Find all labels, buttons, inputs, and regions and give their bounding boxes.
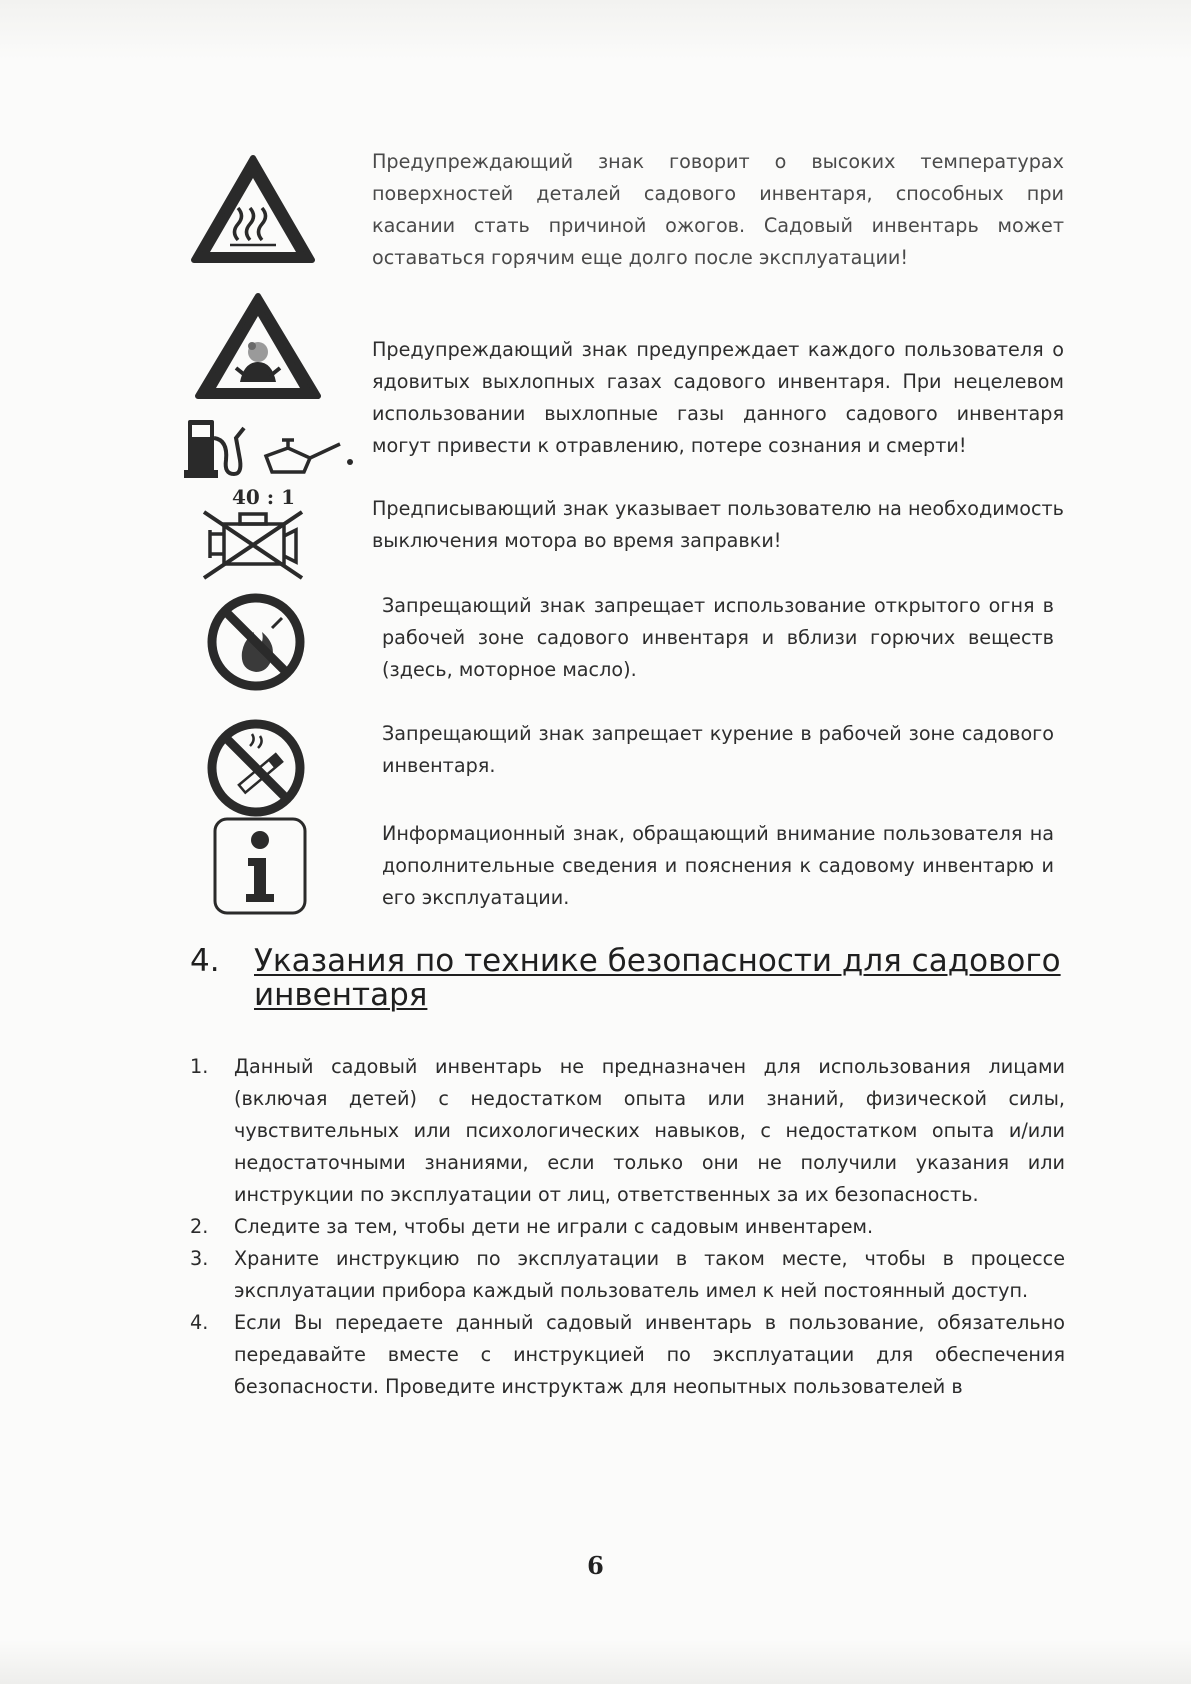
list-item — [190, 1307, 1065, 1403]
info-icon — [212, 816, 308, 916]
sign-description: Предупреждающий знак говорит о высоких температурах поверхностей деталей садового инвентаря, способных при касании стать причиной ожогов. Садовый инвентарь может оставаться горячим еще долго после эксплуатации! — [372, 150, 1064, 269]
list-item-number: 3. — [190, 1247, 209, 1270]
section-number: 4. — [190, 943, 220, 979]
hot-surface-warning-icon — [188, 152, 318, 268]
sign-description: Предупреждающий знак предупреждает каждого пользователя о ядовитых выхлопных газах садового инвентаря. При нецелевом использовании выхлопные газы данного садового инвентаря могут привести к отравлению, потере сознания и смерти! — [372, 338, 1064, 457]
safety-instructions-list — [190, 1051, 1065, 1403]
list-item-text: Если Вы передаете данный садовый инвентарь в пользование, обязательно передавайте вместе с инструкцией по эксплуатации для обеспечения безопасности. Проведите инструктаж для неопытных пользователей в — [234, 1311, 1065, 1398]
list-item — [190, 1243, 1065, 1307]
sign-description: Предписывающий знак указывает пользователю на необходимость выключения мотора во время заправки! — [372, 497, 1064, 552]
engine-off-refuel-icon — [180, 412, 366, 582]
toxic-exhaust-warning-icon — [190, 290, 326, 404]
list-item-number: 4. — [190, 1311, 209, 1334]
scan-bottom-shade — [0, 1640, 1191, 1684]
mix-ratio-label: 40 : 1 — [232, 485, 296, 509]
scan-top-shade — [0, 0, 1191, 60]
list-item-text: Храните инструкцию по эксплуатации в таком месте, чтобы в процессе эксплуатации прибора каждый пользователь имел к ней постоянный доступ. — [234, 1247, 1065, 1302]
list-item — [190, 1051, 1065, 1211]
sign-description: Информационный знак, обращающий внимание пользователя на дополнительные сведения и пояснения к садовому инвентарю и его эксплуатации. — [382, 822, 1054, 909]
list-item-text: Следите за тем, чтобы дети не играли с садовым инвентарем. — [234, 1215, 874, 1238]
list-item — [190, 1211, 1065, 1243]
sign-description: Запрещающий знак запрещает курение в рабочей зоне садового инвентаря. — [382, 722, 1054, 777]
list-item-text: Данный садовый инвентарь не предназначен для использования лицами (включая детей) с недостатком опыта или знаний, физической силы, чувствительных или психологических навыков, с недостатком опыта и/или недостаточными знаниями, если только они не получили указания или инструкции по эксплуатации от лиц, ответственных за их безопасность. — [234, 1055, 1065, 1206]
list-item-number: 1. — [190, 1055, 209, 1078]
list-item-number: 2. — [190, 1215, 209, 1238]
page-number: 6 — [587, 1551, 604, 1580]
no-smoking-icon — [206, 718, 306, 818]
section-heading — [190, 944, 1070, 1012]
section-title: Указания по технике безопасности для садового инвентаря — [254, 943, 1061, 1013]
no-open-flame-icon — [206, 592, 306, 692]
sign-description: Запрещающий знак запрещает использование открытого огня в рабочей зоне садового инвентаря и вблизи горючих веществ (здесь, моторное масло). — [382, 594, 1054, 681]
